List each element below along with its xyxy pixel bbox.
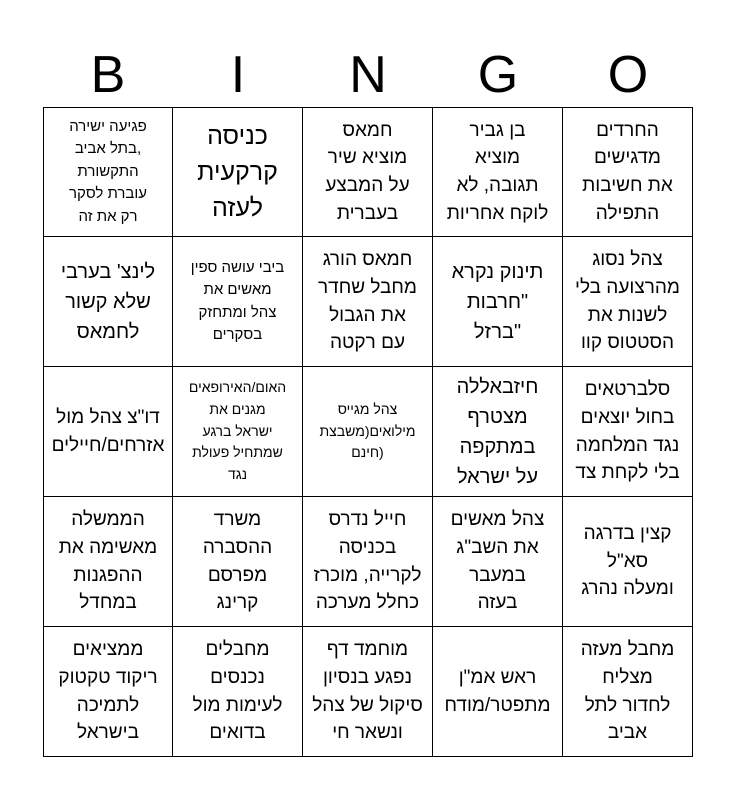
header-letter-i: I (230, 46, 246, 104)
bingo-cell[interactable]: חיזבאללה מצטרף במתקפה על ישראל (433, 367, 563, 497)
bingo-cell[interactable]: ביבי עושה ספין מאשים את צהל ומתחזק בסקרים (173, 237, 303, 367)
bingo-cell[interactable]: קצין בדרגה סא"ל ומעלה נהרג (563, 497, 693, 627)
bingo-cell[interactable]: מוחמד דף נפגע בנסיון סיקול של צהל ונשאר חי (303, 627, 433, 757)
bingo-cell[interactable]: משרד ההסברה מפרסם קרינג (173, 497, 303, 627)
bingo-cell[interactable]: כניסה קרקעית לעזה (173, 107, 303, 237)
bingo-cell[interactable]: חמאס הורג מחבל שחדר את הגבול עם רקטה (303, 237, 433, 367)
bingo-cell[interactable]: צהל מגייס מילואים(משבצת (חינם (303, 367, 433, 497)
bingo-cell[interactable]: פגיעה ישירה ,בתל אביב התקשורת עוברת לסקר רק את זה (43, 107, 173, 237)
bingo-cell[interactable]: ראש אמ"ן מתפטר/מודח (433, 627, 563, 757)
bingo-cell[interactable]: החרדים מדגישים את חשיבות התפילה (563, 107, 693, 237)
header-letter-g: G (477, 46, 519, 104)
bingo-cell[interactable]: חייל נדרס בכניסה לקרייה, מוכרז כחלל מערכה (303, 497, 433, 627)
bingo-cell[interactable]: בן גביר מוציא תגובה, לא לוקח אחריות (433, 107, 563, 237)
bingo-cell[interactable]: מחבלים נכנסים לעימות מול בדואים (173, 627, 303, 757)
bingo-cell[interactable]: לינצ' בערבי שלא קשור לחמאס (43, 237, 173, 367)
bingo-cell[interactable]: דו"צ צהל מול אזרחים/חיילים (43, 367, 173, 497)
bingo-cell[interactable]: הממשלה מאשימה את ההפגנות במחדל (43, 497, 173, 627)
bingo-cell[interactable]: סלברטאים בחול יוצאים נגד המלחמה בלי לקחת צד (563, 367, 693, 497)
bingo-board (43, 107, 693, 757)
bingo-cell[interactable]: צהל מאשים את השב"ג במעבר בעזה (433, 497, 563, 627)
bingo-cell[interactable]: תינוק נקרא "חרבות "ברזל (433, 237, 563, 367)
bingo-cell[interactable]: מחבל מעזה מצליח לחדור לתל אביב (563, 627, 693, 757)
bingo-cell[interactable]: ממציאים ריקוד טקטוק לתמיכה בישראל (43, 627, 173, 757)
bingo-cell[interactable]: האום/האירופאים מגנים את ישראל ברגע שמתחיל פעולת נגד (173, 367, 303, 497)
bingo-header (43, 45, 693, 105)
bingo-cell[interactable]: צהל נסוג מהרצועה בלי לשנות את הסטטוס קוו (563, 237, 693, 367)
header-letter-n: N (349, 46, 387, 104)
header-letter-b: B (90, 46, 126, 104)
header-letter-o: O (607, 46, 649, 104)
bingo-cell[interactable]: חמאס מוציא שיר על המבצע בעברית (303, 107, 433, 237)
